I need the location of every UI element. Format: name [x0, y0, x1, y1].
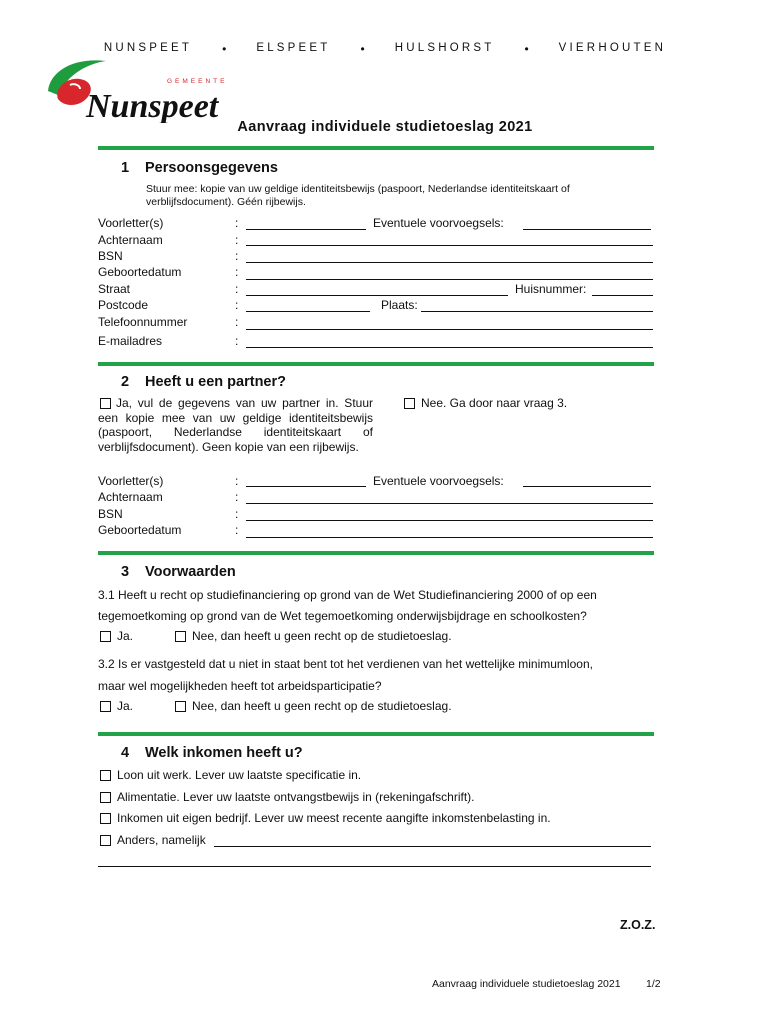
section-divider: [98, 146, 654, 150]
income-other-label: Anders, namelijk: [117, 833, 206, 847]
initials-label: Voorletter(s): [98, 216, 164, 230]
partner-no-checkbox[interactable]: [404, 398, 415, 409]
income-other-checkbox[interactable]: [100, 835, 111, 846]
phone-label: Telefoonnummer: [98, 315, 188, 329]
question-3-1-line-1: 3.1 Heeft u recht op studiefinanciering op grond van de Wet Studiefinanciering 2000 of op een: [98, 588, 597, 602]
colon: :: [235, 523, 239, 537]
colon: :: [235, 490, 239, 504]
housenumber-field[interactable]: [592, 295, 653, 296]
q31-yes-checkbox[interactable]: [100, 631, 111, 642]
partner-yes-text: Ja, vul de gegevens van uw partner in. Stuur een kopie mee van uw geldige identiteitsbewijs (paspoort, Nederlandse identiteitskaart of verblijfsdocument). Geen kopie van een rijbewijs.: [98, 396, 373, 454]
section-divider: [98, 732, 654, 736]
section-title: Welk inkomen heeft u?: [145, 745, 303, 761]
surname-field[interactable]: [246, 245, 653, 246]
colon: :: [235, 249, 239, 263]
email-label: E-mailadres: [98, 334, 163, 348]
bsn-label: BSN: [98, 249, 123, 263]
colon: :: [235, 298, 239, 312]
income-wage-checkbox[interactable]: [100, 770, 111, 781]
section-1-heading: [121, 160, 278, 176]
partner-prefixes-label: Eventuele voorvoegsels:: [373, 474, 504, 488]
colon: :: [235, 474, 239, 488]
q32-yes-label: Ja.: [117, 699, 134, 713]
housenumber-label: Huisnummer:: [515, 282, 587, 296]
prefixes-label: Eventuele voorvoegsels:: [373, 216, 504, 230]
q31-yes-label: Ja.: [117, 629, 134, 643]
section-number: 2: [121, 374, 130, 390]
postcode-field[interactable]: [246, 311, 370, 312]
logo-mark-icon: [44, 55, 234, 123]
place-name: VIERHOUTEN: [558, 42, 667, 54]
income-business-checkbox[interactable]: [100, 813, 111, 824]
city-field[interactable]: [421, 311, 653, 312]
q32-no-label: Nee, dan heeft u geen recht op de studietoeslag.: [192, 699, 452, 713]
page-number: 1/2: [646, 978, 661, 990]
place-name: NUNSPEET: [103, 42, 193, 54]
colon: :: [235, 507, 239, 521]
income-wage-label: Loon uit werk. Lever uw laatste specificatie in.: [117, 768, 362, 782]
logo-top-text: GEMEENTE: [167, 78, 228, 85]
q31-no-label: Nee, dan heeft u geen recht op de studietoeslag.: [192, 629, 452, 643]
partner-bsn-field[interactable]: [246, 520, 653, 521]
income-alimony-checkbox[interactable]: [100, 792, 111, 803]
colon: :: [235, 282, 239, 296]
nunspeet-logo: [44, 55, 234, 123]
initials-field[interactable]: [246, 229, 366, 230]
document-title: Aanvraag individuele studietoeslag 2021: [237, 119, 533, 135]
section-title: Persoonsgegevens: [145, 160, 278, 176]
section-title: Voorwaarden: [145, 564, 236, 580]
section-2-heading: [121, 374, 286, 390]
section-4-heading: [121, 745, 303, 761]
separator-dot: •: [222, 42, 227, 56]
prefixes-field[interactable]: [523, 229, 651, 230]
postcode-label: Postcode: [98, 298, 149, 312]
question-3-1-line-2: tegemoetkoming op grond van de Wet tegemoetkoming onderwijsbijdrage en schoolkosten?: [98, 609, 587, 623]
partner-initials-field[interactable]: [246, 486, 366, 487]
birthdate-field[interactable]: [246, 279, 653, 280]
q31-no-checkbox[interactable]: [175, 631, 186, 642]
partner-prefixes-field[interactable]: [523, 486, 651, 487]
colon: :: [235, 334, 239, 348]
partner-no-text: Nee. Ga door naar vraag 3.: [421, 396, 568, 410]
colon: :: [235, 265, 239, 279]
income-other-field-line-2[interactable]: [98, 866, 651, 867]
footer-title: Aanvraag individuele studietoeslag 2021: [432, 978, 621, 990]
turn-over-note: Z.O.Z.: [620, 918, 656, 932]
section-number: 1: [121, 160, 130, 176]
municipality-places: [0, 42, 770, 56]
bsn-field[interactable]: [246, 262, 653, 263]
phone-field[interactable]: [246, 329, 653, 330]
street-label: Straat: [98, 282, 131, 296]
section-1-note: Stuur mee: kopie van uw geldige identiteitsbewijs (paspoort, Nederlandse identiteitskaart of verblijfsdocument). Géén rijbewijs.: [146, 183, 570, 208]
logo-name-text: Nunspeet: [86, 88, 219, 123]
city-label: Plaats:: [381, 298, 418, 312]
birthdate-label: Geboortedatum: [98, 265, 182, 279]
section-divider: [98, 551, 654, 555]
partner-initials-label: Voorletter(s): [98, 474, 164, 488]
q32-yes-checkbox[interactable]: [100, 701, 111, 712]
partner-surname-field[interactable]: [246, 503, 653, 504]
partner-bsn-label: BSN: [98, 507, 123, 521]
income-business-label: Inkomen uit eigen bedrijf. Lever uw meest recente aangifte inkomstenbelasting in.: [117, 811, 551, 825]
colon: :: [235, 216, 239, 230]
separator-dot: •: [360, 42, 365, 56]
question-3-2-line-2: maar wel mogelijkheden heeft tot arbeidsparticipatie?: [98, 679, 382, 693]
section-number: 4: [121, 745, 130, 761]
section-title: Heeft u een partner?: [145, 374, 286, 390]
partner-surname-label: Achternaam: [98, 490, 163, 504]
section-number: 3: [121, 564, 130, 580]
separator-dot: •: [524, 42, 529, 56]
q32-no-checkbox[interactable]: [175, 701, 186, 712]
colon: :: [235, 233, 239, 247]
place-name: HULSHORST: [394, 42, 495, 54]
partner-birthdate-field[interactable]: [246, 537, 653, 538]
section-divider: [98, 362, 654, 366]
place-name: ELSPEET: [256, 42, 331, 54]
section-3-heading: [121, 564, 236, 580]
partner-birthdate-label: Geboortedatum: [98, 523, 182, 537]
question-3-2-line-1: 3.2 Is er vastgesteld dat u niet in staat bent tot het verdienen van het wettelijke minimumloon,: [98, 657, 593, 671]
surname-label: Achternaam: [98, 233, 163, 247]
income-alimony-label: Alimentatie. Lever uw laatste ontvangstbewijs in (rekeningafschrift).: [117, 790, 475, 804]
colon: :: [235, 315, 239, 329]
street-field[interactable]: [246, 295, 508, 296]
email-field[interactable]: [246, 347, 653, 348]
income-other-field[interactable]: [214, 846, 651, 847]
